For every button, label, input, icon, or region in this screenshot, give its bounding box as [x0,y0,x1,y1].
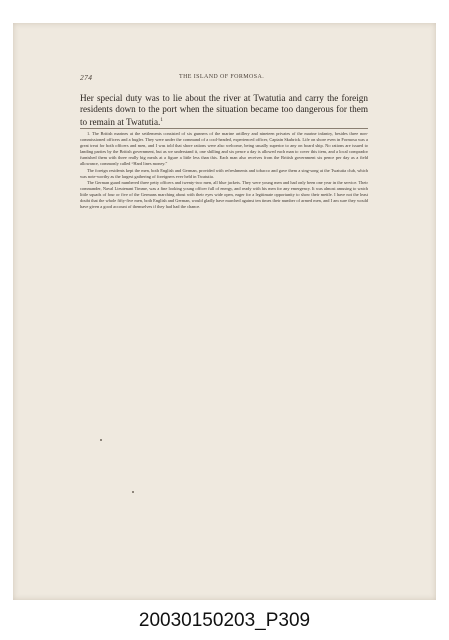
footnotes [80,131,368,210]
paper-speck [132,491,134,493]
archive-caption: 20030150203_P309 [138,610,311,631]
running-title: THE ISLAND OF FORMOSA. [179,74,265,80]
page-number: 274 [80,73,93,82]
running-header [80,71,370,83]
footnote-paragraph: 1. The British marines at the settlements consisted of six gunners of the marine artillery and nineteen privates of the marine infantry, besides three non-commissioned officers and a bugler. They were under the command of a cool-headed, experienced officer, Captain Skubrick. Life on shore even in Formosa was a great treat for both officers and men, and I was told that shore rations were also welcome, being usually superior to any on board ship. No rations are issued to landing parties by the British government, but as we understand it, one shilling and six pence a day is allowed each man to cover this item, and a local comprador furnished them with three really big meals at a figure a little less than this. Each man also receives from the British government six pence per day as a field allowance, commonly called “Hard lines money.” [80,131,368,167]
footnote-paragraph: The foreign residents kept the men, both English and German, provided with refreshments and tobacco and gave them a sing-song at the Twatutia club, which was note-worthy as the largest gathering of foreigners ever held in Twatutia. [80,167,368,179]
footnote-paragraph: The German guard numbered three petty officers and twenty-two men, all blue jackets. They were young men and had only been one year in the service. Their commander, Naval Lieutenant Timme, was a fine looking young officer full of energy, and ready with his men for any emergency. It was almost amusing to watch little squads of four or five of the Germans marching about with their eyes wide open, eager for a legitimate opportunity to show their mettle. I have not the least doubt that the whole fifty-five men, both English and German, would gladly have marched against ten times their number of armed men, and I am sure they would have given a good account of themselves if they had had the chance. [80,179,368,210]
paper-speck [100,439,102,441]
footnote-marker: 1 [160,118,163,123]
footnote-divider [80,128,368,129]
body-text: Her special duty was to lie about the river at Twatutia and carry the foreign residents down to the port when the situation became too dangerous for them to remain at Twatutia. [80,93,368,128]
body-paragraph [80,93,368,128]
